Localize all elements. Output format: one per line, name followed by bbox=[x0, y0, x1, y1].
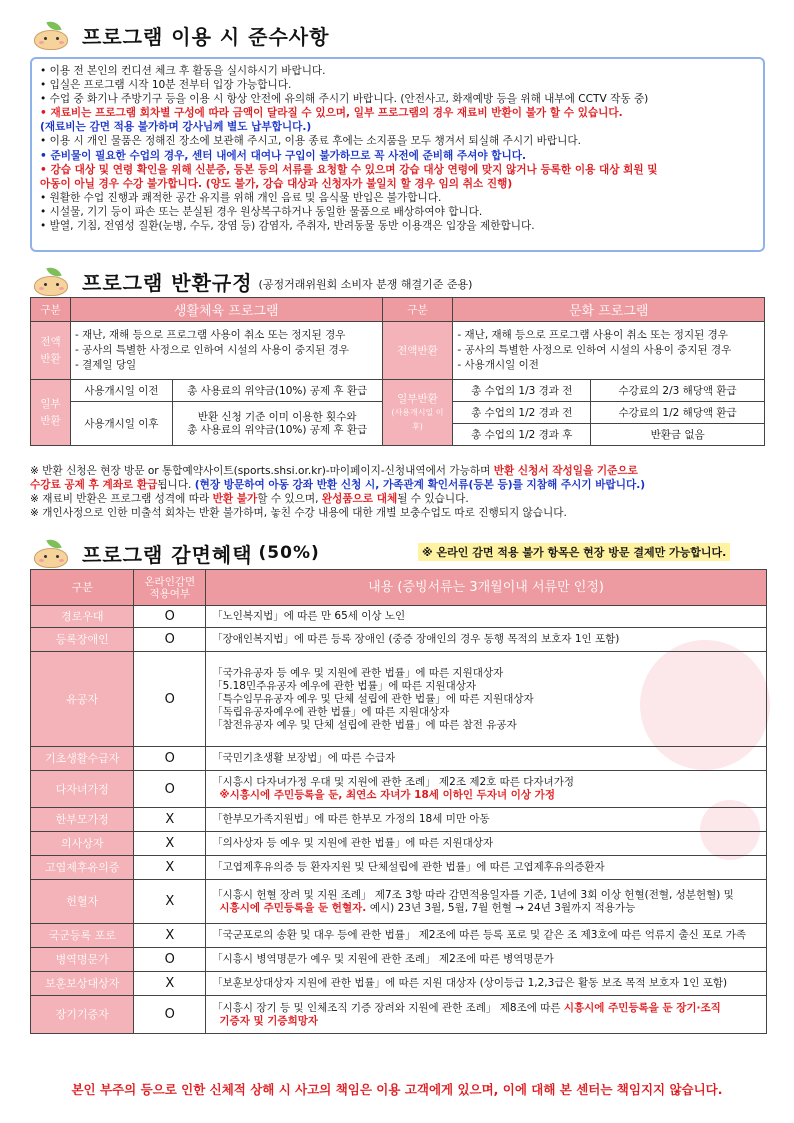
discount-content-line bbox=[212, 610, 760, 623]
discount-online-flag: O bbox=[134, 747, 206, 771]
refund-right-partial-label: 일부반환 bbox=[397, 392, 438, 405]
discount-content-line bbox=[212, 1002, 760, 1015]
discount-content-line bbox=[212, 667, 760, 680]
discount-title: 프로그램 감면혜택 bbox=[82, 542, 253, 567]
refund-right-partial-result: 수강료의 1/2 해당액 환급 bbox=[591, 402, 765, 424]
rules-line: 아동이 아닐 경우 수강 불가합니다. (양도 불가, 강습 대상과 신청자가 불일치 할 경우 임의 취소 진행) bbox=[40, 177, 513, 190]
discount-header-gubun: 구분 bbox=[31, 570, 134, 606]
discount-online-flag: O bbox=[134, 628, 206, 652]
discount-content bbox=[206, 948, 767, 972]
table-row bbox=[31, 856, 767, 880]
discount-category: 등록장애인 bbox=[31, 628, 134, 652]
discount-content bbox=[206, 924, 767, 948]
discount-content-line bbox=[212, 752, 760, 765]
discount-content-text: 「시흥시 헌혈 장려 및 지원 조례」 제7조 3항 따라 감면적용일자를 기준, 1년에 3회 이상 헌혈(전혈, 성분헌혈) 및 bbox=[212, 888, 734, 901]
discount-content bbox=[206, 880, 767, 924]
discount-content-text: ※시흥시에 주민등록을 둔, 최연소 자녀가 18세 이하인 두자녀 이상 가정 bbox=[212, 789, 555, 801]
discount-online-flag: O bbox=[134, 996, 206, 1034]
discount-content-text: 「국민기초생활 보장법」에 따른 수급자 bbox=[212, 752, 396, 764]
refund-note-line bbox=[30, 464, 770, 478]
rules-line: • 발열, 기침, 전염성 질환(눈병, 수두, 장염 등) 감염자, 주취자, 반려동물 동반 이용객은 입장을 제한합니다. bbox=[40, 220, 535, 233]
discount-category: 한부모가정 bbox=[31, 808, 134, 832]
discount-content-line bbox=[212, 776, 760, 789]
discount-content-line bbox=[212, 633, 760, 646]
discount-content-text: 시흥시에 주민등록을 둔 헌혈자. bbox=[212, 901, 370, 914]
discount-content-line bbox=[212, 813, 760, 826]
discount-content-text: 시흥시에 주민등록을 둔 장기·조직 bbox=[563, 1001, 721, 1014]
refund-note-text: (현장 방문하여 아동 강좌 반환 신청 시, 가족관계 확인서류(등본 등)를 지참해 주시기 바랍니다.) bbox=[194, 479, 646, 491]
refund-left-header-gubun: 구분 bbox=[31, 298, 71, 322]
table-row bbox=[31, 652, 767, 747]
discount-content-text: 「국가유공자 등 예우 및 지원에 관한 법률」에 따른 지원대상자 bbox=[212, 666, 504, 679]
discount-content-text: 「시흥시 다자녀가정 우대 및 지원에 관한 조례」 제2조 제2호 따른 다자녀가정 bbox=[212, 776, 574, 788]
discount-online-flag: X bbox=[134, 856, 206, 880]
rules-line: (재료비는 감면 적용 불가하며 강사님께 별도 납부합니다.) bbox=[40, 121, 312, 134]
discount-online-flag: O bbox=[134, 652, 206, 747]
refund-left-full-label: 전액 반환 bbox=[31, 322, 71, 380]
refund-right-full-item: - 재난, 재해 등으로 프로그램 사용이 취소 또는 정지된 경우 bbox=[457, 329, 728, 341]
refund-right-full-item: - 공사의 특별한 사정으로 인하여 시설의 사용이 중지된 경우 bbox=[457, 344, 732, 356]
refund-right-partial-cond: 총 수업의 1/2 경과 후 bbox=[453, 424, 591, 446]
discount-content-text: 예시) 23년 3월, 5월, 7월 헌혈 → 24년 3월까지 적용가능 bbox=[369, 901, 636, 914]
discount-content-text: 「국군포로의 송환 및 대우 등에 관한 법률」 제2조에 따른 등록 포로 및 같은 조 제3호에 따른 억류지 출신 포로 가족 bbox=[212, 929, 747, 941]
refund-note-text: 반환 불가 bbox=[212, 493, 258, 505]
discount-content bbox=[206, 856, 767, 880]
discount-content-line bbox=[212, 889, 760, 902]
refund-note-text: 할 수 있으며, bbox=[257, 493, 322, 505]
discount-content bbox=[206, 972, 767, 996]
discount-online-flag: X bbox=[134, 808, 206, 832]
refund-left-header-title: 생활체육 프로그램 bbox=[70, 298, 382, 322]
rules-line: • 강습 대상 및 연령 확인을 위해 신분증, 등본 등의 서류를 요청할 수 있으며 강습 대상 연령에 맞지 않거나 등록한 이용 대상 회원 및 bbox=[40, 163, 658, 176]
discount-header-content: 내용 (증빙서류는 3개월이내 서류만 인정) bbox=[206, 570, 767, 606]
refund-note-text: 반환 신청서 작성일을 기준으로 bbox=[493, 465, 638, 477]
rules-line: • 입실은 프로그램 시작 10분 전부터 입장 가능합니다. bbox=[40, 79, 292, 92]
refund-right-full-label: 전액반환 bbox=[382, 322, 453, 380]
sprout-mascot-icon bbox=[30, 266, 72, 296]
refund-left-partial-result: 총 사용료의 위약금(10%) 공제 후 환급 bbox=[172, 380, 382, 402]
discount-content-line bbox=[212, 929, 760, 942]
refund-note-line bbox=[30, 492, 770, 506]
table-row bbox=[31, 606, 767, 628]
refund-note-text: 될 수 있습니다. bbox=[397, 493, 469, 505]
section-title-discount bbox=[30, 538, 320, 568]
refund-right-partial-cond: 총 수업의 1/2 경과 전 bbox=[453, 402, 591, 424]
discount-online-flag: X bbox=[134, 880, 206, 924]
sprout-mascot-icon bbox=[30, 538, 72, 568]
discount-content-text: 「의사상자 등 예우 및 지원에 관한 법률」에 따른 지원대상자 bbox=[212, 837, 494, 849]
refund-left-full-item: - 공사의 특별한 사정으로 인하여 시설의 사용이 중지된 경우 bbox=[74, 344, 349, 356]
refund-right-partial-sub: (사용개시일 이후) bbox=[391, 407, 444, 431]
table-row bbox=[31, 808, 767, 832]
discount-content-text: 「특수임무유공자 예우 및 단체 설립에 관한 법률」에 따른 지원대상자 bbox=[212, 692, 534, 705]
discount-category: 장기기증자 bbox=[31, 996, 134, 1034]
refund-table bbox=[30, 297, 765, 446]
discount-online-flag: O bbox=[134, 606, 206, 628]
rules-box bbox=[30, 57, 765, 252]
discount-content bbox=[206, 606, 767, 628]
discount-content-line bbox=[212, 861, 760, 874]
discount-content bbox=[206, 747, 767, 771]
discount-category: 경로우대 bbox=[31, 606, 134, 628]
table-row bbox=[31, 948, 767, 972]
discount-category: 의사상자 bbox=[31, 832, 134, 856]
discount-category: 국군등록 포로 bbox=[31, 924, 134, 948]
section-title-rules bbox=[30, 20, 329, 50]
refund-notes bbox=[30, 464, 770, 520]
rules-title: 프로그램 이용 시 준수사항 bbox=[82, 24, 330, 49]
rules-line: • 시설물, 기기 등이 파손 또는 분실된 경우 원상복구하거나 동일한 물품으로 배상하여야 합니다. bbox=[40, 205, 483, 218]
discount-content-text: 「한부모가족지원법」에 따른 한부모 가정의 18세 미만 아동 bbox=[212, 813, 490, 825]
discount-header-online: 온라인감면 적용여부 bbox=[134, 570, 206, 606]
footer-disclaimer: 본인 부주의 등으로 인한 신체적 상해 시 사고의 책임은 이용 고객에게 있으며, 이에 대해 본 센터는 책임지지 않습니다. bbox=[71, 1082, 723, 1097]
table-row bbox=[31, 880, 767, 924]
refund-note-line bbox=[30, 478, 770, 492]
discount-content-text: 「참전유공자 예우 및 단체 설립에 관한 법률」에 따른 참전 유공자 bbox=[212, 718, 517, 731]
table-row bbox=[31, 832, 767, 856]
discount-content bbox=[206, 771, 767, 808]
table-row bbox=[31, 972, 767, 996]
refund-right-partial-result: 반환금 없음 bbox=[591, 424, 765, 446]
table-row bbox=[31, 628, 767, 652]
section-title-refund bbox=[30, 266, 472, 296]
refund-title: 프로그램 반환규정 bbox=[82, 270, 253, 295]
refund-right-partial-cond: 총 수업의 1/3 경과 전 bbox=[453, 380, 591, 402]
refund-note-text: 수강료 공제 후 계좌로 환급 bbox=[30, 479, 158, 491]
discount-online-flag: O bbox=[134, 771, 206, 808]
discount-content-text: 기증자 및 기증희망자 bbox=[212, 1014, 319, 1027]
discount-content-line bbox=[212, 977, 760, 990]
discount-content-line bbox=[212, 837, 760, 850]
refund-subtitle: (공정거래위원회 소비자 분쟁 해결기준 준용) bbox=[258, 278, 473, 291]
discount-content-line bbox=[212, 680, 760, 693]
refund-note-text: 완성품으로 대체 bbox=[321, 493, 398, 505]
discount-content-text: 「시흥시 병역명문가 예우 및 지원에 관한 조례」 제2조에 따른 병역명문가 bbox=[212, 953, 554, 965]
discount-content-text: 「고엽제후유의증 등 환자지원 및 단체설립에 관한 법률」에 따른 고엽제후유의증환자 bbox=[212, 861, 605, 873]
discount-content bbox=[206, 652, 767, 747]
discount-category: 유공자 bbox=[31, 652, 134, 747]
refund-right-header-title: 문화 프로그램 bbox=[453, 298, 765, 322]
online-note: ※ 온라인 감면 적용 불가 항목은 현장 방문 결제만 가능합니다. bbox=[418, 543, 730, 561]
table-row bbox=[31, 747, 767, 771]
refund-note-text: ※ 개인사정으로 인한 미출석 회차는 반환 불가하며, 놓친 수강 내용에 대한 개별 보충수업도 따로 진행되지 않습니다. bbox=[30, 507, 567, 519]
refund-right-partial-result: 수강료의 2/3 해당액 환급 bbox=[591, 380, 765, 402]
refund-right-header-gubun: 구분 bbox=[382, 298, 453, 322]
refund-note-text: ※ 반환 신청은 현장 방문 or 통합예약사이트(sports.shsi.or.kr)-마이페이지-신청내역에서 가능하며 bbox=[30, 465, 494, 477]
rules-line: • 수업 중 화기나 주방기구 등을 이용 시 항상 안전에 유의해 주시기 바랍니다. (안전사고, 화재예방 등을 위해 내부에 CCTV 작동 중) bbox=[40, 93, 649, 106]
discount-content bbox=[206, 808, 767, 832]
discount-content-line bbox=[212, 953, 760, 966]
discount-online-flag: X bbox=[134, 832, 206, 856]
rules-line: • 원활한 수업 진행과 쾌적한 공간 유지를 위해 개인 음료 및 음식물 반입은 불가합니다. bbox=[40, 191, 442, 204]
discount-content bbox=[206, 832, 767, 856]
discount-table bbox=[30, 569, 767, 1034]
discount-category: 고엽제후유의증 bbox=[31, 856, 134, 880]
discount-online-flag: X bbox=[134, 972, 206, 996]
refund-left-partial-cond: 사용개시일 이후 bbox=[70, 402, 172, 446]
discount-content-line bbox=[212, 789, 760, 802]
discount-category: 기초생활수급자 bbox=[31, 747, 134, 771]
refund-note-line bbox=[30, 506, 770, 520]
discount-category: 다자녀가정 bbox=[31, 771, 134, 808]
refund-left-partial-label: 일부 반환 bbox=[31, 380, 71, 446]
refund-right-full-item: - 사용개시일 이전 bbox=[457, 359, 539, 371]
refund-left-full-item: - 결제일 당일 bbox=[74, 359, 137, 371]
discount-content-text: 「장애인복지법」에 따른 등록 장애인 (중증 장애인의 경우 동행 목적의 보호자 1인 포함) bbox=[212, 633, 620, 645]
rules-line: • 이용 시 개인 물품은 정해진 장소에 보관해 주시고, 이용 종료 후에는 소지품을 모두 챙겨서 퇴실해 주시기 바랍니다. bbox=[40, 135, 581, 148]
discount-content-line bbox=[212, 693, 760, 706]
refund-note-text: 됩니다. bbox=[157, 479, 195, 491]
discount-content-line bbox=[212, 902, 760, 915]
rules-line: • 준비물이 필요한 수업의 경우, 센터 내에서 대여나 구입이 불가하므로 꼭 사전에 준비해 주셔야 합니다. bbox=[40, 149, 527, 162]
refund-left-partial-cond: 사용개시일 이전 bbox=[70, 380, 172, 402]
refund-left-full-item: - 재난, 재해 등으로 프로그램 사용이 취소 또는 정지된 경우 bbox=[74, 329, 346, 341]
refund-left-partial-result: 반환 신청 기준 이미 이용한 횟수와 총 사용료의 위약금(10%) 공제 후 환급 bbox=[172, 402, 382, 446]
discount-content-text: 「독립유공자예우에 관한 법률」에 따른 지원대상자 bbox=[212, 705, 450, 718]
discount-content-text: 「시흥시 장기 등 및 인체조직 기증 장려와 지원에 관한 조례」 제8조에 따른 bbox=[212, 1001, 564, 1014]
refund-note-text: ※ 재료비 반환은 프로그램 성격에 따라 bbox=[30, 493, 213, 505]
discount-content-line bbox=[212, 706, 760, 719]
discount-content-line bbox=[212, 719, 760, 732]
discount-online-flag: O bbox=[134, 948, 206, 972]
discount-content-text: 「5.18민주유공자 예우에 관한 법률」에 따른 지원대상자 bbox=[212, 679, 477, 692]
rules-line: • 재료비는 프로그램 회차별 구성에 따라 금액이 달라질 수 있으며, 일부 프로그램의 경우 재료비 반환이 불가 할 수 있습니다. bbox=[40, 107, 623, 120]
discount-content bbox=[206, 996, 767, 1034]
discount-content-line bbox=[212, 1015, 760, 1028]
discount-online-flag: X bbox=[134, 924, 206, 948]
discount-content-text: 「보훈보상대상자 지원에 관한 법률」에 따른 지원 대상자 (상이등급 1,2,3급은 활동 보조 목적 보호자 1인 포함) bbox=[212, 977, 728, 989]
table-row bbox=[31, 771, 767, 808]
discount-category: 헌혈자 bbox=[31, 880, 134, 924]
discount-percent: (50%) bbox=[258, 543, 320, 563]
table-row bbox=[31, 924, 767, 948]
rules-line: • 이용 전 본인의 컨디션 체크 후 활동을 실시하시기 바랍니다. bbox=[40, 65, 326, 77]
sprout-mascot-icon bbox=[30, 20, 72, 50]
discount-category: 병역명문가 bbox=[31, 948, 134, 972]
discount-content bbox=[206, 628, 767, 652]
discount-content-text: 「노인복지법」에 따른 만 65세 이상 노인 bbox=[212, 610, 406, 622]
table-row bbox=[31, 996, 767, 1034]
discount-category: 보훈보상대상자 bbox=[31, 972, 134, 996]
